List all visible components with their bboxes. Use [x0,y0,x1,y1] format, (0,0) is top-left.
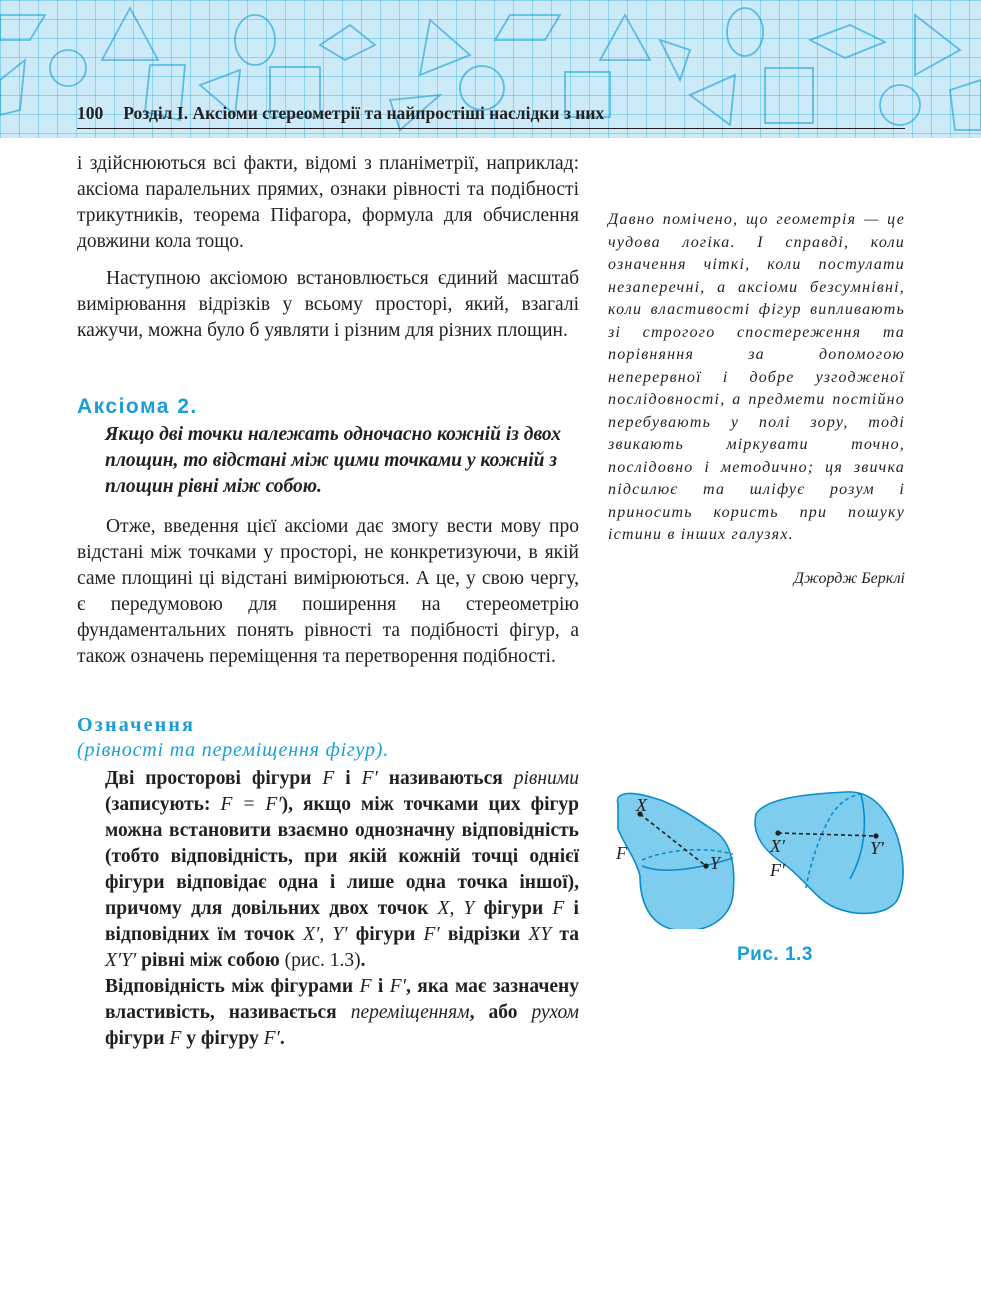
definition-paragraph-2: Відповідність між фігурами F і F′, яка має зазначену властивість, називається переміщенням, або рухом фігури F у фігуру F′. [105,976,579,1049]
body-paragraph-1: і здійснюються всі факти, відомі з планіметрії, наприклад: аксіома паралельних прямих, ознаки рівності та подібності трикутників, теорема Піфагора, формула для обчислення довжини кола тощо. [77,153,579,252]
page-number: 100 [77,103,104,123]
definition-title: Означення [77,714,196,736]
body-paragraph-2: Наступною аксіомою встановлюється єдиний масштаб вимірювання відрізків у всьому просторі, який, взагалі кажучи, можна було б уявляти і різним для різних площин. [77,268,579,341]
congruent-figures-diagram [606,784,911,929]
body-paragraph-3: Отже, введення цієї аксіоми дає змогу вести мову про відстані між точками у просторі, не конкретизуючи, в якій саме площині ці відстані вимірюються. А це, у свою чергу, є передумовою для поширення на стереометрію фундаментальних понять рівності та подібності фігур, а також означень переміщення та перетворення подібності. [77,516,579,667]
term-displacement: переміщенням [350,1002,470,1023]
axiom-title: Аксіома 2. [77,395,198,418]
figure-1-3 [606,784,911,934]
running-head [77,100,905,129]
figure-caption: Рис. 1.3 [737,944,813,965]
quote-author: Джордж Берклі [793,570,905,587]
figure-f-prime-label: F′ [770,860,785,880]
point-x-prime-label: X′ [770,836,785,856]
figure-reference: (рис. 1.3) [284,950,361,971]
definition-paragraph-1: Дві просторові фігури F і F′ називаються рівними (записують: F = F′), якщо між точками цих фігур можна встановити взаємно однозначну відповідність (тобто відповідність, при якій кожній точці однієї фігури відповідає одна і лише одна точка іншої), причому для довільних двох точок X, Y фігури F і відповідних їм точок X′, Y′ фігури F′ відрізки XY та X′Y′ рівні між собою (рис. 1.3). [105,768,580,971]
definition-text [105,766,579,1052]
section-title: Розділ I. Аксіоми стереометрії та найпростіші наслідки з них [123,103,605,123]
definition-subtitle: (рівності та переміщення фігур). [77,739,390,761]
point-x-label: X [636,795,647,815]
sidebar-quote: Давно помічено, що геометрія — це чудова логіка. І справді, коли означення чіткі, коли постулати незаперечні, а аксіоми безсумнівні, коли властивості фігур випливають зі строгого спостереження та порівняння за допомогою неперервної і добре узгодженої послідовності, а предмети постійно перебувають у полі зору, тоді звикають міркувати точно, послідовно і методично; ця звичка підсилює та шліфує розум і приносить користь при пошуку істини в інших галузях. [608,211,905,543]
term-motion: рухом [531,1002,579,1023]
paragraph-consequence [77,514,579,670]
paragraph-continuation [77,151,579,255]
paragraph-scale [77,266,579,344]
point-y-label: Y [710,853,721,873]
axiom-text: Якщо дві точки належать одночасно кожній із двох площин, то відстані між цими точками у кожній з площин рівні між собою. [105,424,562,497]
figure-f-label: F [616,843,627,863]
point-y-prime-label: Y′ [870,838,884,858]
term-equal: рівними [513,768,580,789]
